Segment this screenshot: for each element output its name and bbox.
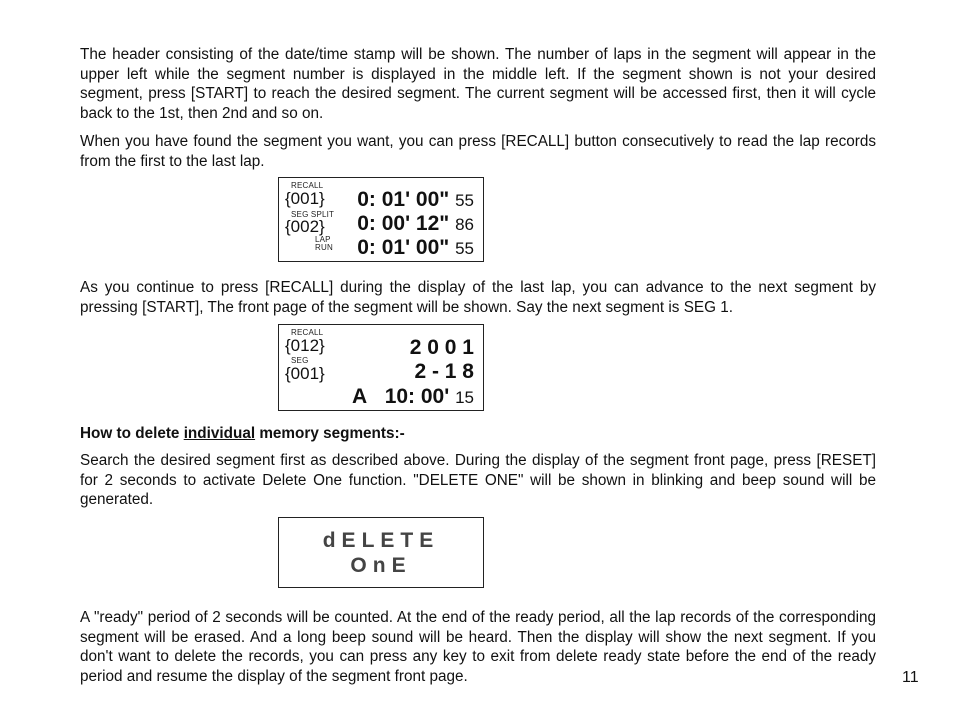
lap-time-hundredths: 55 bbox=[455, 191, 474, 210]
segment-number: {002} bbox=[285, 217, 325, 236]
lcd-delete-one-display bbox=[278, 517, 484, 588]
delete-text: dELETE bbox=[322, 529, 440, 552]
heading-underlined-word: individual bbox=[183, 425, 256, 442]
recall-indicator: RECALL bbox=[291, 328, 324, 337]
lap-count: {012} bbox=[285, 336, 325, 355]
date-row: 2 - 1 8 bbox=[414, 360, 474, 383]
recall-paragraph: When you have found the segment you want, you can press [RECALL] button consecutively to read the lap records from the first to the last lap. bbox=[80, 133, 876, 170]
time-main: 10: 00' bbox=[384, 385, 450, 408]
seg-split-indicator: SEG SPLIT bbox=[291, 210, 335, 219]
lap-indicator: LAP bbox=[315, 235, 331, 244]
segment-number: {001} bbox=[285, 364, 325, 383]
run-time-row bbox=[357, 237, 474, 260]
run-indicator: RUN bbox=[315, 243, 333, 252]
seg-indicator: SEG bbox=[291, 356, 309, 365]
year-row: 2 0 0 1 bbox=[409, 336, 474, 359]
heading-text-start: How to delete bbox=[80, 425, 184, 442]
lcd-lap-recall-display bbox=[278, 177, 484, 262]
one-text: OnE bbox=[350, 554, 412, 577]
next-segment-paragraph: As you continue to press [RECALL] during the display of the last lap, you can advance to the next segment by pressing [START], The front page of the segment will be shown. Say the next segment is SEG 1. bbox=[80, 279, 876, 316]
intro-paragraph: The header consisting of the date/time stamp will be shown. The number of laps in the segment will appear in the upper left while the segment number is displayed in the middle left. If the segment shown is not your desired segment, press [START] to reach the desired segment. The current segment will be accessed first, then it will cycle back to the 1st, then 2nd and so on. bbox=[80, 46, 876, 122]
delete-instructions-paragraph: Search the desired segment first as described above. During the display of the segment front page, press [RESET] for 2 seconds to activate Delete One function. "DELETE ONE" will be shown in blinking and beep sound will be generated. bbox=[80, 452, 876, 508]
lap-time-row-1 bbox=[357, 189, 474, 212]
ready-period-paragraph: A "ready" period of 2 seconds will be counted. At the end of the ready period, all the lap records of the corresponding segment will be erased. And a long beep sound will be heard. Then the display will show the next segment. If you don't want to delete the records, you can press any key to exit from delete ready state before the end of the ready period and resume the display of the segment front page. bbox=[80, 609, 876, 685]
split-time-row bbox=[357, 213, 474, 236]
run-time-hundredths: 55 bbox=[455, 239, 474, 258]
time-row bbox=[352, 386, 474, 409]
heading-text-end: memory segments:- bbox=[255, 425, 405, 442]
lap-count: {001} bbox=[285, 189, 325, 208]
recall-indicator: RECALL bbox=[291, 181, 324, 190]
time-seconds: 15 bbox=[455, 388, 474, 407]
lap-time-main: 0: 01' 00" bbox=[357, 188, 450, 211]
page-number: 11 bbox=[902, 669, 919, 686]
am-indicator: A bbox=[352, 385, 368, 408]
section-heading bbox=[80, 424, 876, 444]
lcd-segment-front-page bbox=[278, 324, 484, 411]
run-time-main: 0: 01' 00" bbox=[357, 236, 450, 259]
split-time-hundredths: 86 bbox=[455, 215, 474, 234]
split-time-main: 0: 00' 12" bbox=[357, 212, 450, 235]
